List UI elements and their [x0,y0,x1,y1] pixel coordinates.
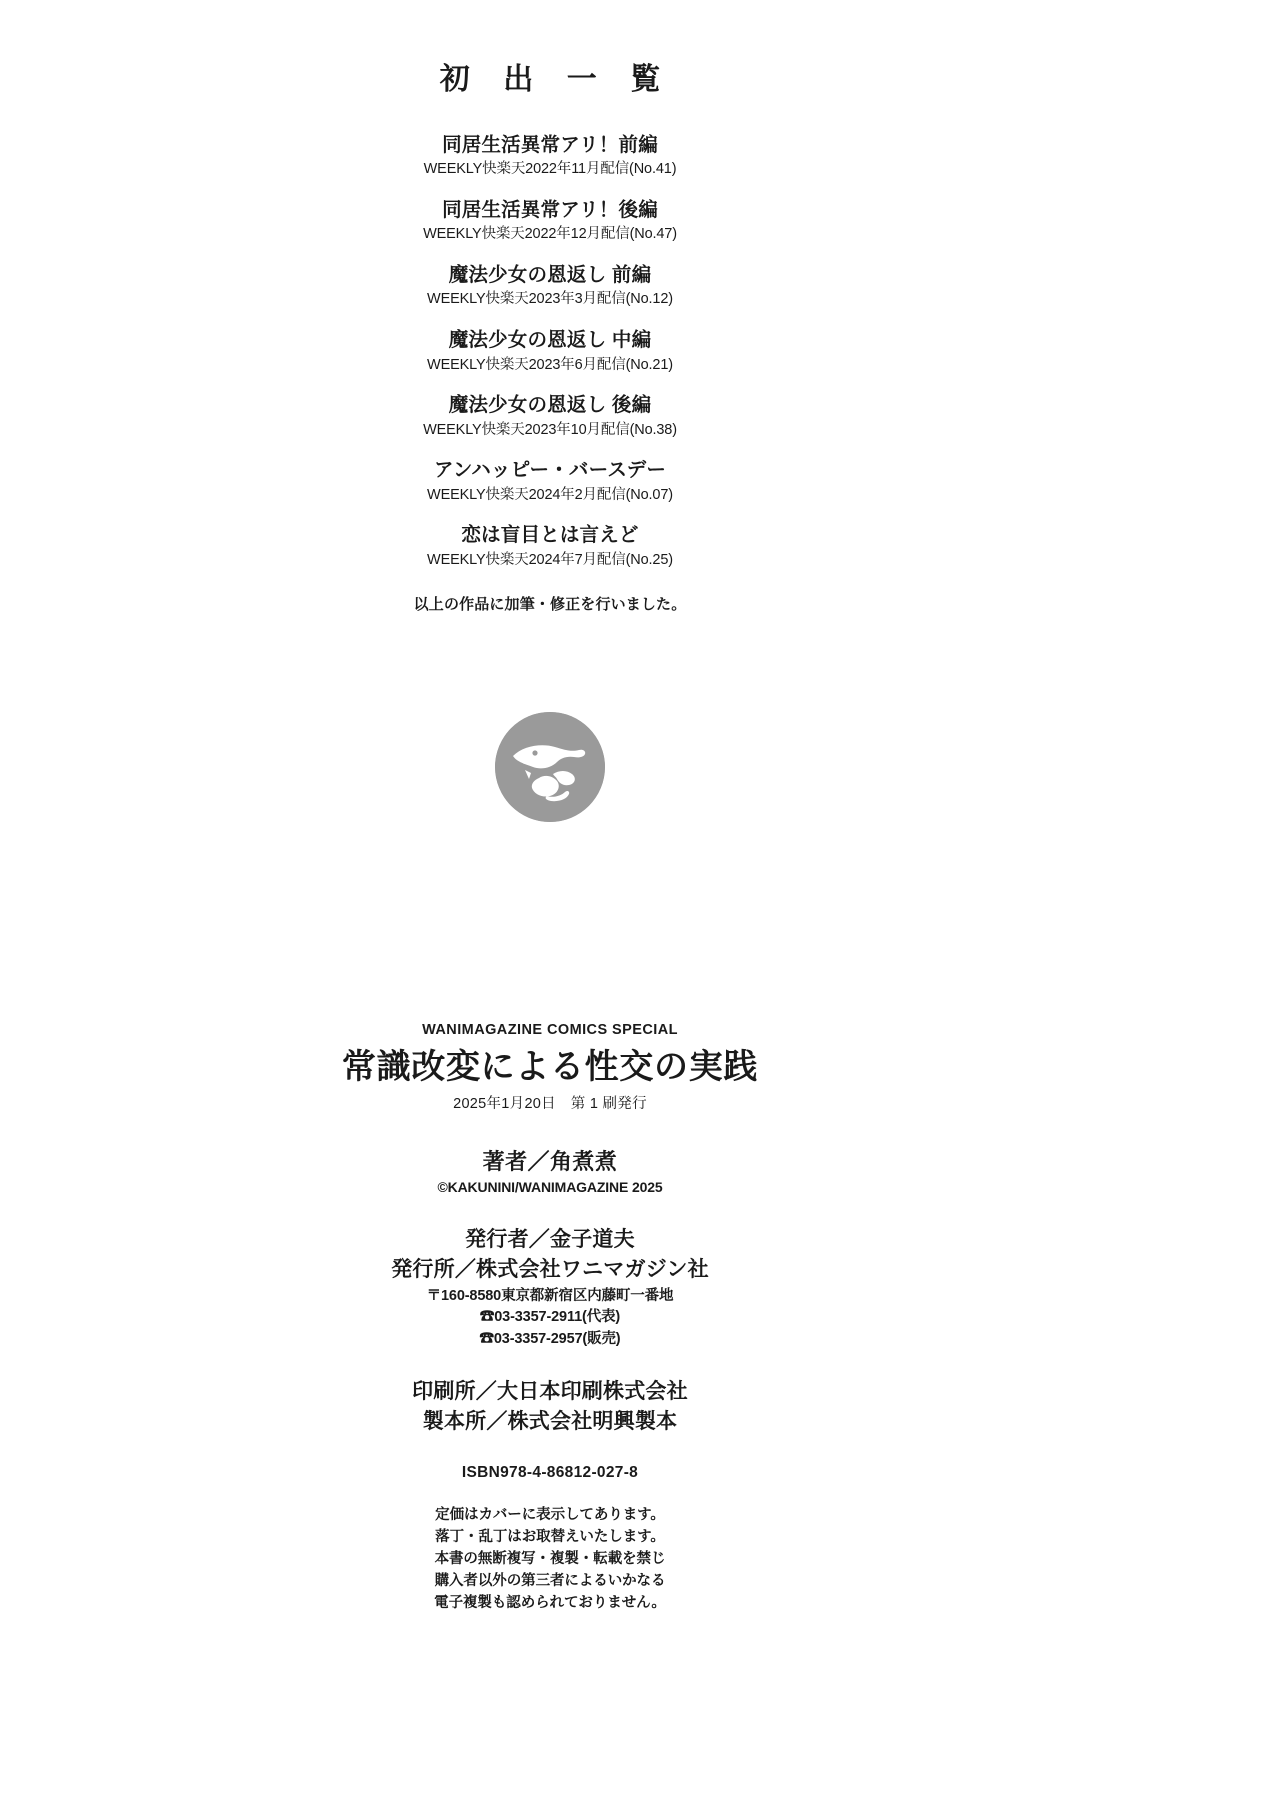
credit-source: WEEKLY快楽天2024年2月配信(No.07) [427,486,673,503]
publisher-person: 発行者／金子道夫 [465,1227,635,1251]
credit-entry [0,262,1100,311]
credit-source: WEEKLY快楽天2024年7月配信(No.25) [427,551,673,568]
credit-title: 同居生活異常アリ！前編 [442,134,658,156]
printing-group [0,1377,1100,1438]
credit-title: 魔法少女の恩返し 前編 [448,264,652,287]
binder-line: 製本所／株式会社明興製本 [422,1410,678,1434]
publication-date: 2025年1月20日 第 1 刷発行 [453,1095,647,1112]
book-title: 常識改変による性交の実践 [341,1048,759,1086]
credit-source: WEEKLY快楽天2022年12月配信(No.47) [423,226,677,243]
imprint-label: WANIMAGAZINE COMICS SPECIAL [422,1022,678,1038]
legal-notice-line: 購入者以外の第三者によるいかなる [434,1572,666,1589]
credit-entry [0,392,1100,441]
credit-entry [0,457,1100,506]
publisher-group [0,1225,1100,1351]
credit-entry [0,132,1100,181]
credit-title: 恋は盲目とは言えど [461,524,639,547]
credit-source: WEEKLY快楽天2023年6月配信(No.21) [427,356,673,373]
crocodile-roundel-icon [495,712,605,822]
phone-sales: ☎03-3357-2957(販売) [479,1331,621,1348]
legal-notice-line: 落丁・乱丁はお取替えいたします。 [435,1528,665,1545]
credit-entry [0,327,1100,376]
printer-line: 印刷所／大日本印刷株式会社 [412,1379,688,1403]
credit-title: 魔法少女の恩返し 後編 [448,394,652,417]
section-heading: 初 出 一 覧 [439,63,673,96]
credit-source: WEEKLY快楽天2023年10月配信(No.38) [423,421,677,438]
revision-note: 以上の作品に加筆・修正を行いました。 [413,596,687,614]
legal-notice-line: 本書の無断複写・複製・転載を禁じ [434,1550,666,1567]
legal-notice [0,1504,1100,1614]
publisher-emblem-wrap [0,712,1100,822]
legal-notice-line: 定価はカバーに表示してあります。 [435,1506,665,1523]
credit-title: 同居生活異常アリ！後編 [442,199,658,222]
credit-entry [0,197,1100,246]
publisher-address: 〒160-8580東京都新宿区内藤町一番地 [426,1287,674,1304]
credit-source: WEEKLY快楽天2023年3月配信(No.12) [427,291,673,308]
credit-title: 魔法少女の恩返し 中編 [448,329,652,352]
phone-main: ☎03-3357-2911(代表) [479,1309,621,1326]
credit-title: アンハッピー・バースデー [433,459,667,482]
author-line: 著者／角煮煮 [482,1148,618,1174]
isbn-line: ISBN978-4-86812-027-8 [461,1463,639,1481]
first-appearance-section [0,62,1100,614]
credit-entry [0,522,1100,571]
legal-notice-line: 電子複製も認められておりません。 [434,1594,666,1611]
colophon-section [0,1022,1100,1614]
credit-source: WEEKLY快楽天2022年11月配信(No.41) [423,161,677,178]
publisher-company: 発行所／株式会社ワニマガジン社 [391,1258,709,1282]
copyright-line: ©KAKUNINI/WANIMAGAZINE 2025 [437,1178,663,1195]
